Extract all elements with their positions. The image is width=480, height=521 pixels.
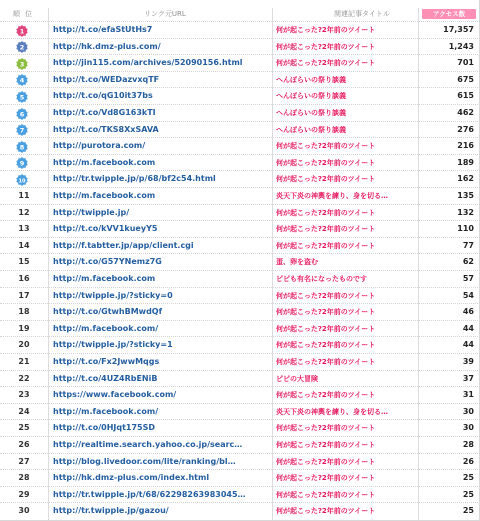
related-article-title-link[interactable]: 何が起こった?2年前のツイート: [276, 225, 376, 234]
related-article-title-link[interactable]: 何が起こった?2年前のツイート: [276, 308, 376, 317]
rank-number: 18: [18, 307, 30, 317]
rank-badge-icon: [16, 25, 28, 37]
table-row: [0, 154, 480, 171]
referrer-url-link[interactable]: http://t.co/4UZ4RbENiB: [53, 373, 158, 383]
rank-badge-icon: [16, 141, 28, 153]
referrer-url-link[interactable]: http://hk.dmz-plus.com/: [53, 41, 161, 51]
related-article-title-link[interactable]: 何が起こった?2年前のツイート: [276, 142, 376, 151]
table-row: [0, 270, 480, 287]
rank-number: 26: [18, 440, 30, 449]
referrer-url-link[interactable]: http://jin115.com/archives/52090156.html: [53, 58, 243, 68]
access-count-column-header[interactable]: アクセス数: [422, 9, 476, 19]
table-row: [0, 370, 480, 387]
referrer-url-link[interactable]: http://m.facebook.com: [53, 274, 156, 283]
referrer-url-link[interactable]: http://t.co/Fx2JwwMqgs: [53, 357, 160, 366]
rank-badge-number: 1: [19, 26, 25, 35]
related-article-title-link[interactable]: 何が起こった?2年前のツイート: [276, 291, 376, 300]
rank-number: 27: [18, 456, 30, 466]
table-row: [0, 419, 480, 436]
referrer-url-link[interactable]: http://m.facebook.com: [53, 157, 156, 167]
referrer-url-link[interactable]: http://purotora.com/: [53, 141, 146, 151]
rank-badge-number: 2: [19, 43, 25, 52]
access-count: 31: [462, 390, 474, 400]
referrer-url-link[interactable]: http://t.co/kVV1kueyY5: [53, 224, 158, 234]
referrer-url-link[interactable]: http://tr.twipple.jp/gazou/: [53, 506, 169, 516]
related-article-title-link[interactable]: ピピも有名になったものです: [276, 275, 367, 283]
rank-number: 13: [18, 224, 30, 234]
table-header: [0, 8, 480, 21]
access-count: 1,243: [448, 41, 474, 51]
referrer-url-link[interactable]: http://twipple.jp/: [53, 207, 130, 217]
table-row: [0, 38, 480, 55]
access-count: 44: [462, 340, 474, 350]
related-article-title-link[interactable]: 何が起こった?2年前のツイート: [276, 26, 376, 34]
related-article-title-link[interactable]: 炎天下炎の神輿を練り、身を切る…: [276, 407, 388, 416]
referrer-url-link[interactable]: http://t.co/WEDazvxqTF: [53, 74, 160, 84]
rank-badge-icon: [16, 58, 28, 70]
related-article-title-link[interactable]: 何が起こった?2年前のツイート: [276, 341, 376, 350]
rank-badge-number: 4: [19, 76, 25, 85]
access-count: 37: [462, 373, 474, 383]
related-article-title-link[interactable]: 何が起こった?2年前のツイート: [276, 175, 376, 184]
access-count: 46: [462, 307, 474, 317]
rank-badge-number: 8: [19, 142, 25, 151]
rank-number: 16: [18, 274, 30, 283]
access-count: 30: [462, 423, 474, 433]
referrer-url-link[interactable]: http://hk.dmz-plus.com/index.html: [53, 473, 210, 483]
table-row: [0, 137, 480, 154]
access-count: 675: [457, 74, 474, 84]
table-row: [0, 303, 480, 320]
rank-badge-number: 7: [19, 126, 25, 135]
access-count: 162: [457, 174, 474, 184]
related-article-title-link[interactable]: 何が起こった?2年前のツイート: [276, 158, 376, 167]
table-row: [0, 502, 480, 519]
related-article-title-link[interactable]: 何が起こった?2年前のツイート: [276, 424, 376, 433]
rank-badge-icon: [16, 124, 28, 136]
referrer-url-link[interactable]: http://t.co/0HJqt175SD: [53, 423, 156, 433]
table-row: [0, 187, 480, 204]
referrer-url-link[interactable]: http://tr.twipple.jp/p/68/bf2c54.html: [53, 174, 216, 184]
access-count: 30: [462, 406, 474, 416]
table-row: [0, 21, 480, 38]
rank-number: 17: [18, 290, 30, 300]
access-count: 135: [457, 191, 474, 200]
referrer-url-link[interactable]: http://twipple.jp/?sticky=0: [53, 290, 173, 300]
related-article-title-link[interactable]: 何が起こった?2年前のツイート: [276, 507, 376, 516]
rank-number: 29: [18, 489, 30, 499]
table-row: [0, 104, 480, 121]
access-count: 26: [462, 456, 474, 466]
referrer-url-link[interactable]: http://t.co/TKS8XxSAVA: [53, 124, 159, 134]
access-count: 25: [462, 489, 474, 499]
referrer-url-link[interactable]: http://t.co/Vd8G163kTI: [53, 108, 156, 117]
rank-badge-icon: [16, 157, 28, 169]
rank-number: 11: [18, 191, 30, 200]
rank-number: 20: [18, 340, 30, 350]
access-count: 276: [457, 124, 474, 134]
related-article-title-link[interactable]: 何が起こった?2年前のツイート: [276, 59, 376, 68]
rank-number: 28: [18, 473, 30, 483]
access-count: 28: [462, 440, 474, 449]
url-column-header: リンク元URL: [144, 10, 186, 18]
rank-badge-icon: [16, 74, 28, 86]
access-count: 62: [462, 257, 474, 267]
table-row: [0, 403, 480, 420]
referrer-url-link[interactable]: http://t.co/G57YNemz7G: [53, 257, 162, 267]
rank-number: 24: [18, 406, 30, 416]
table-row: [0, 353, 480, 370]
related-article-title-link[interactable]: へんぽらいの祭り談義: [276, 125, 346, 134]
rank-badge-number: 9: [19, 159, 25, 168]
access-count: 57: [462, 274, 474, 283]
related-article-title-link[interactable]: 何が起こった?2年前のツイート: [276, 457, 376, 466]
rank-number: 30: [18, 506, 30, 516]
related-article-title-link[interactable]: 炎天下炎の神輿を練り、身を切る…: [276, 192, 388, 200]
referrer-url-link[interactable]: http://blog.livedoor.com/lite/ranking/bl…: [53, 456, 236, 466]
title-column-header: 関連記事タイトル: [334, 10, 390, 18]
table-row: [0, 453, 480, 470]
referrer-url-link[interactable]: http://tr.twipple.jp/t/68/62298263983045…: [53, 489, 246, 499]
referrer-url-link[interactable]: http://m.facebook.com/: [53, 406, 159, 416]
referrer-url-link[interactable]: http://t.co/qG10it37bs: [53, 91, 153, 101]
access-count: 25: [462, 506, 474, 516]
rank-badge-number: 6: [19, 109, 25, 118]
rank-badge-number: 3: [19, 59, 25, 68]
access-count: 110: [457, 224, 474, 234]
related-article-title-link[interactable]: 何が起こった?2年前のツイート: [276, 441, 376, 449]
referrer-url-link[interactable]: http://twipple.jp/?sticky=1: [53, 340, 173, 350]
access-count: 39: [462, 357, 474, 366]
referrer-url-link[interactable]: http://f.tabtter.jp/app/client.cgi: [53, 240, 194, 250]
rank-number: 15: [18, 257, 30, 267]
rank-badge-number: 10: [18, 178, 26, 185]
table-row: [0, 336, 480, 353]
related-article-title-link[interactable]: ピピの大冒険: [276, 374, 318, 383]
access-count: 44: [462, 323, 474, 333]
related-article-title-link[interactable]: へんぽらいの祭り談義: [276, 92, 346, 101]
related-article-title-link[interactable]: 何が起こった?2年前のツイート: [276, 208, 376, 217]
table-row: [0, 204, 480, 221]
related-article-title-link[interactable]: 何が起こった?2年前のツイート: [276, 241, 376, 250]
referrer-url-link[interactable]: http://t.co/GtwhBMwdQf: [53, 307, 163, 317]
table-row: [0, 220, 480, 237]
table-row: [0, 170, 480, 187]
rank-badge-icon: [16, 91, 28, 103]
referrer-url-link[interactable]: http://m.facebook.com: [53, 191, 156, 200]
related-article-title-link[interactable]: 何が起こった?2年前のツイート: [276, 358, 376, 366]
access-count: 189: [457, 157, 474, 167]
access-count: 54: [462, 290, 474, 300]
rank-number: 19: [18, 323, 30, 333]
rank-badge-number: 5: [19, 93, 25, 102]
rank-badge-icon: [16, 174, 28, 186]
rank-number: 21: [18, 357, 30, 366]
table-row: [0, 253, 480, 270]
access-count: 25: [462, 473, 474, 483]
table-row: [0, 436, 480, 453]
rank-column-header: 順位: [13, 10, 37, 18]
table-row: [0, 469, 480, 486]
table-row: [0, 71, 480, 88]
table-row: [0, 54, 480, 71]
access-count: 216: [457, 141, 474, 151]
rank-number: 14: [18, 240, 30, 250]
related-article-title-link[interactable]: 何が起こった?2年前のツイート: [276, 391, 376, 400]
related-article-title-link[interactable]: 何が起こった?2年前のツイート: [276, 474, 376, 483]
access-count: 462: [457, 108, 474, 117]
rank-number: 25: [18, 423, 30, 433]
table-row: [0, 121, 480, 138]
related-article-title-link[interactable]: 何が起こった?2年前のツイート: [276, 324, 376, 333]
related-article-title-link[interactable]: 何が起こった?2年前のツイート: [276, 490, 376, 499]
rank-badge-icon: [16, 41, 28, 53]
referrer-url-link[interactable]: http://t.co/efaStUtHs7: [53, 25, 153, 34]
access-count: 701: [457, 58, 474, 68]
referrer-url-link[interactable]: https://www.facebook.com/: [53, 390, 177, 400]
access-count: 77: [462, 240, 474, 250]
related-article-title-link[interactable]: へんぽらいの祭り談義: [276, 109, 346, 117]
related-article-title-link[interactable]: 何が起こった?2年前のツイート: [276, 42, 376, 51]
related-article-title-link[interactable]: 蛋、卵を盗む: [276, 258, 318, 267]
rank-badge-icon: [16, 108, 28, 120]
table-row: [0, 287, 480, 304]
rank-number: 22: [18, 373, 30, 383]
access-count: 615: [457, 91, 474, 101]
table-row: [0, 237, 480, 254]
table-row: [0, 320, 480, 337]
rank-number: 12: [18, 207, 30, 217]
rank-number: 23: [18, 390, 30, 400]
table-row: [0, 486, 480, 503]
referrer-url-link[interactable]: http://m.facebook.com/: [53, 323, 159, 333]
table-row: [0, 87, 480, 104]
related-article-title-link[interactable]: へんぽらいの祭り談義: [276, 75, 346, 84]
referrer-url-link[interactable]: http://realtime.search.yahoo.co.jp/searc…: [53, 440, 243, 449]
access-count: 132: [457, 207, 474, 217]
table-row: [0, 386, 480, 403]
access-count: 17,357: [443, 25, 474, 34]
